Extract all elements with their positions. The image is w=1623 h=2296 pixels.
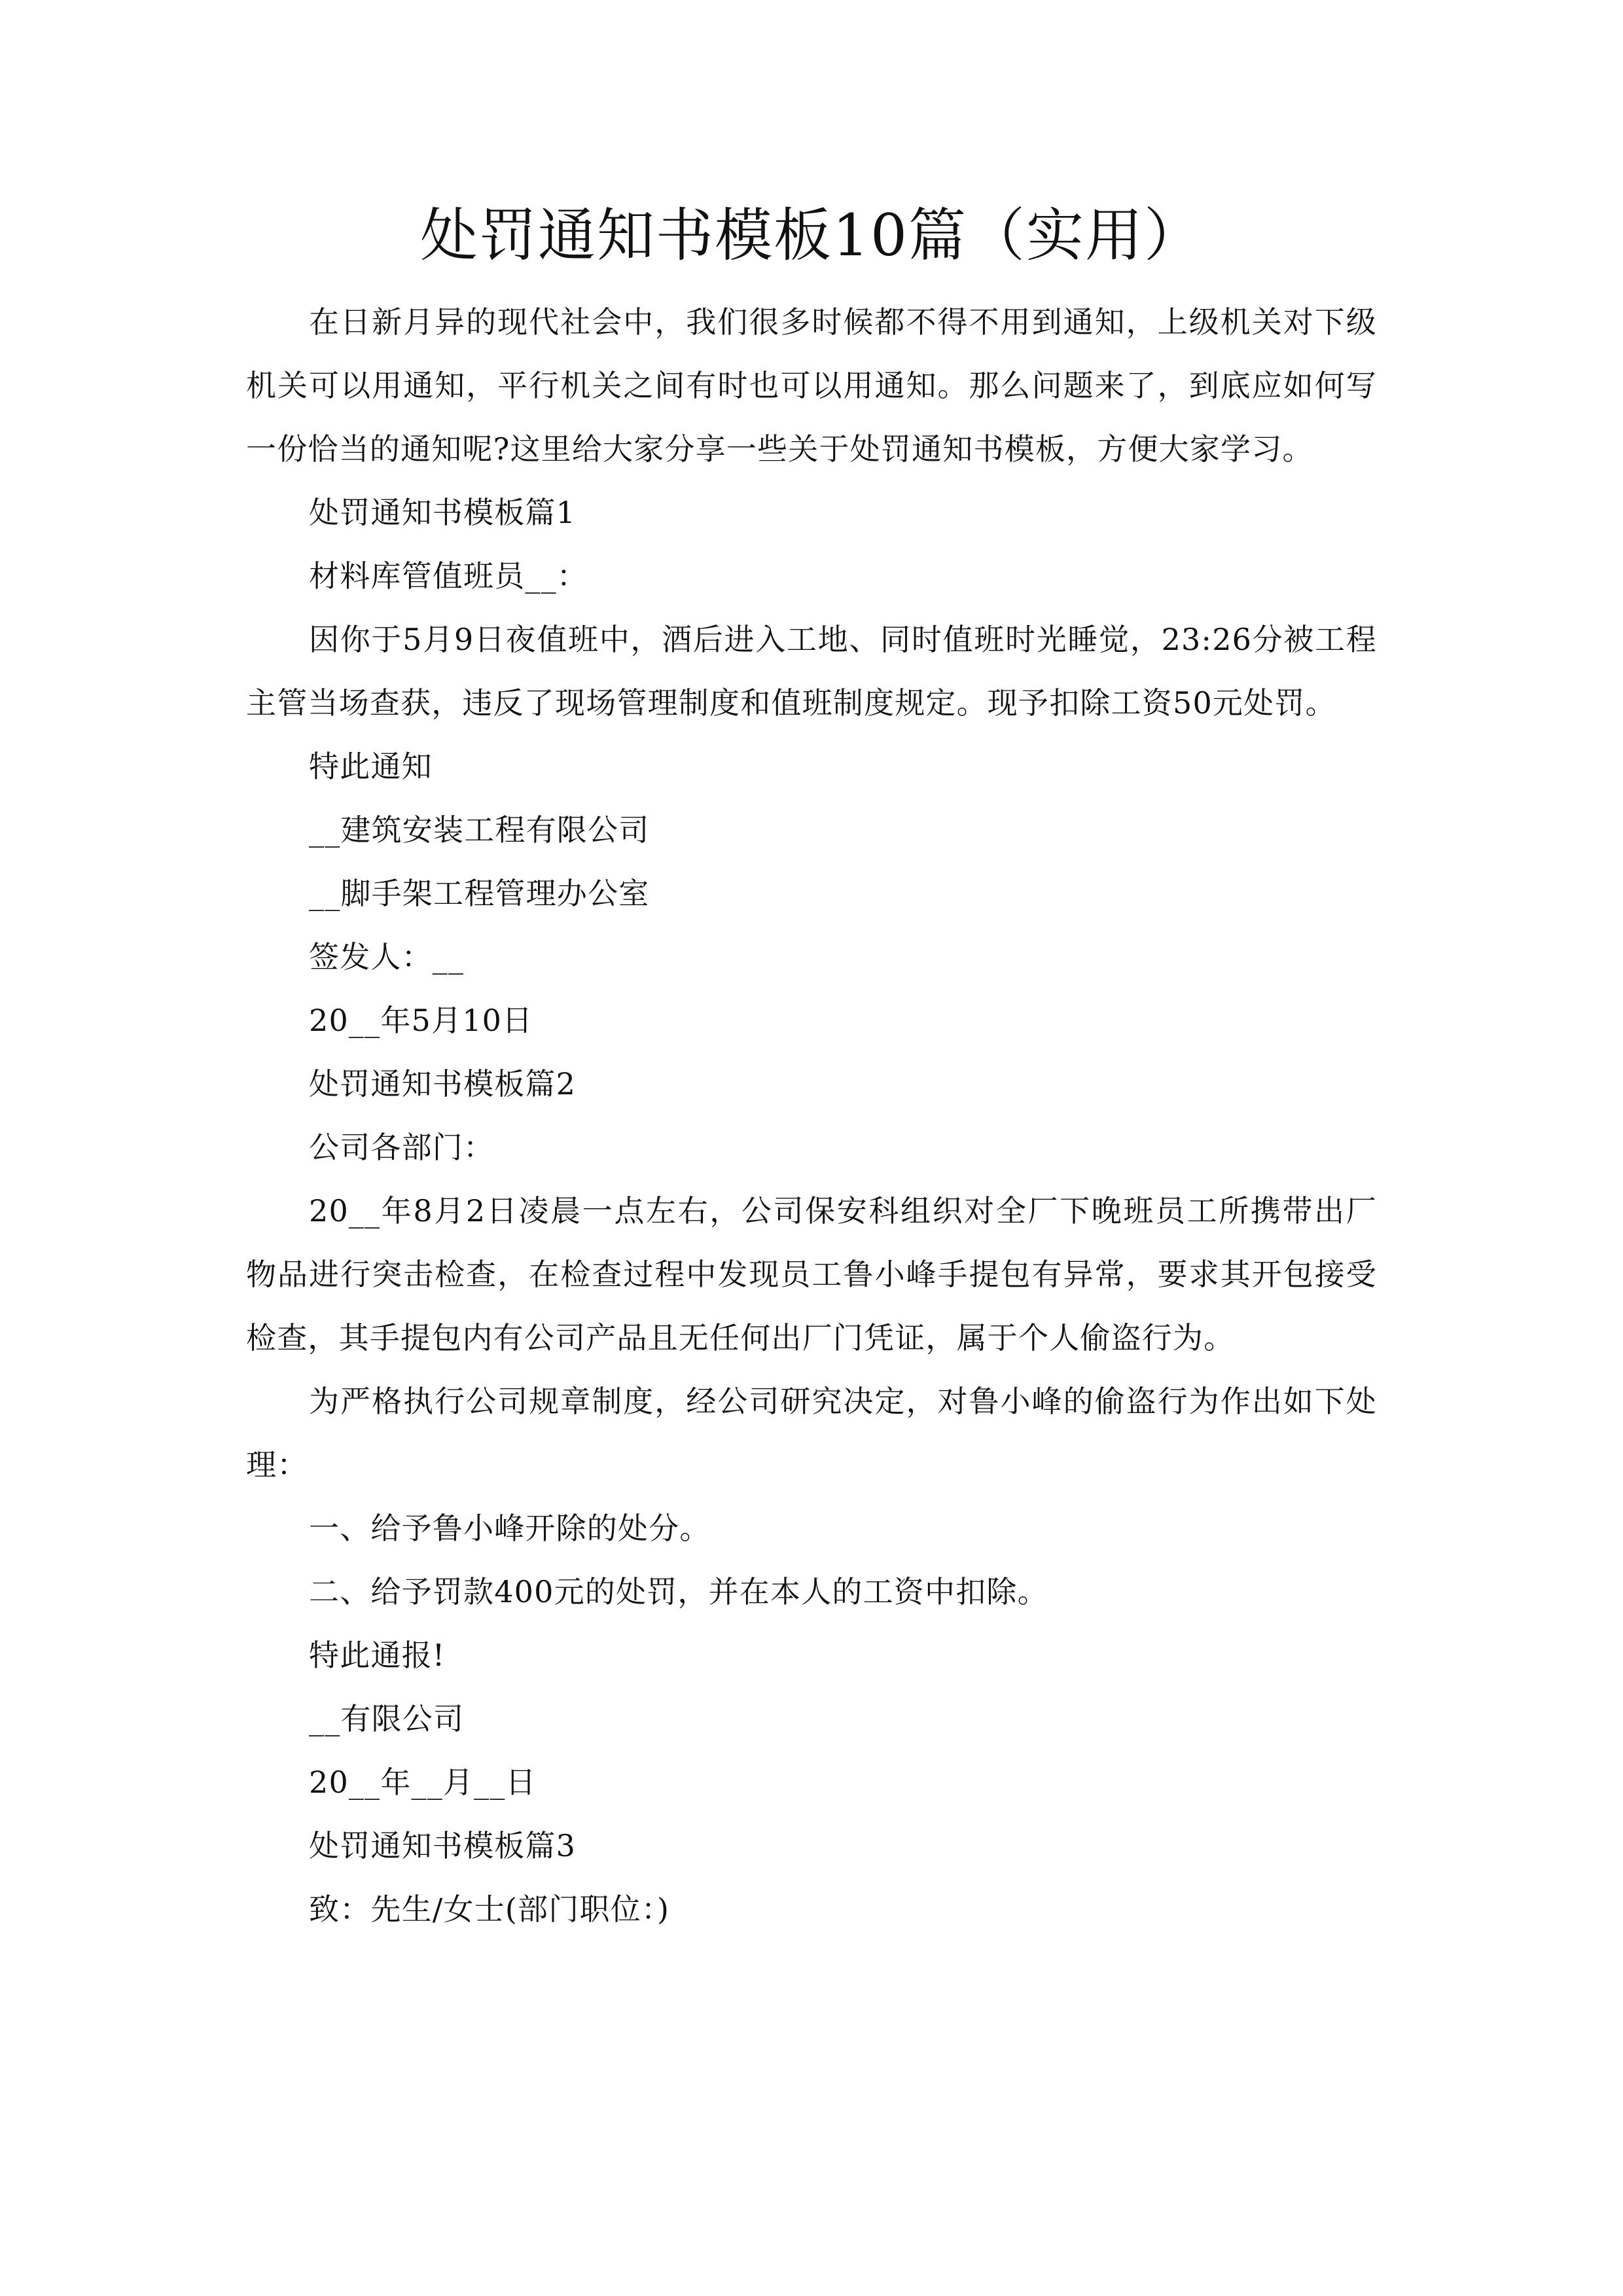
closing-line: 特此通报! bbox=[309, 1638, 446, 1673]
organization-line: __脚手架工程管理办公室 bbox=[309, 876, 650, 911]
body-paragraph: 为严格执行公司规章制度，经公司研究决定，对鲁小峰的偷盗行为作出如下处理： bbox=[246, 1384, 1377, 1482]
signer-line: 签发人：__ bbox=[309, 939, 465, 975]
body-paragraph: 20__年8月2日凌晨一点左右，公司保安科组织对全厂下晚班员工所携带出厂物品进行突击检查，在检查过程中发现员工鲁小峰手提包有异常，要求其开包接受检查，其手提包内有公司产品且无任何出厂门凭证，属于个人偷盗行为。 bbox=[246, 1193, 1377, 1355]
recipient-line: 材料库管值班员__： bbox=[309, 558, 588, 594]
decision-item: 二、给予罚款400元的处罚，并在本人的工资中扣除。 bbox=[309, 1574, 1048, 1609]
organization-line: __建筑安装工程有限公司 bbox=[309, 812, 650, 848]
recipient-line: 致：先生/女士(部门职位：) bbox=[309, 1892, 670, 1927]
closing-line: 特此通知 bbox=[309, 749, 433, 784]
section-1 bbox=[246, 481, 1377, 1052]
section-2 bbox=[246, 1052, 1377, 1814]
date-line: 20__年__月__日 bbox=[309, 1765, 537, 1800]
section-heading: 处罚通知书模板篇1 bbox=[309, 495, 577, 530]
section-heading: 处罚通知书模板篇3 bbox=[309, 1828, 577, 1863]
document-title: 处罚通知书模板10篇（实用） bbox=[420, 202, 1203, 269]
date-line: 20__年5月10日 bbox=[309, 1003, 533, 1038]
document-page bbox=[246, 0, 1377, 2296]
section-heading: 处罚通知书模板篇2 bbox=[309, 1066, 577, 1102]
recipient-line: 公司各部门： bbox=[309, 1130, 495, 1165]
organization-line: __有限公司 bbox=[309, 1701, 465, 1736]
document-body bbox=[246, 291, 1377, 1941]
body-paragraph: 因你于5月9日夜值班中，酒后进入工地、同时值班时光睡觉，23:26分被工程主管当场查获，违反了现场管理制度和值班制度规定。现予扣除工资50元处罚。 bbox=[246, 622, 1377, 721]
decision-item: 一、给予鲁小峰开除的处分。 bbox=[309, 1511, 711, 1546]
section-3 bbox=[246, 1814, 1377, 1941]
intro-paragraph: 在日新月异的现代社会中，我们很多时候都不得不用到通知，上级机关对下级机关可以用通知，平行机关之间有时也可以用通知。那么问题来了，到底应如何写一份恰当的通知呢?这里给大家分享一些关于处罚通知书模板，方便大家学习。 bbox=[246, 304, 1377, 467]
